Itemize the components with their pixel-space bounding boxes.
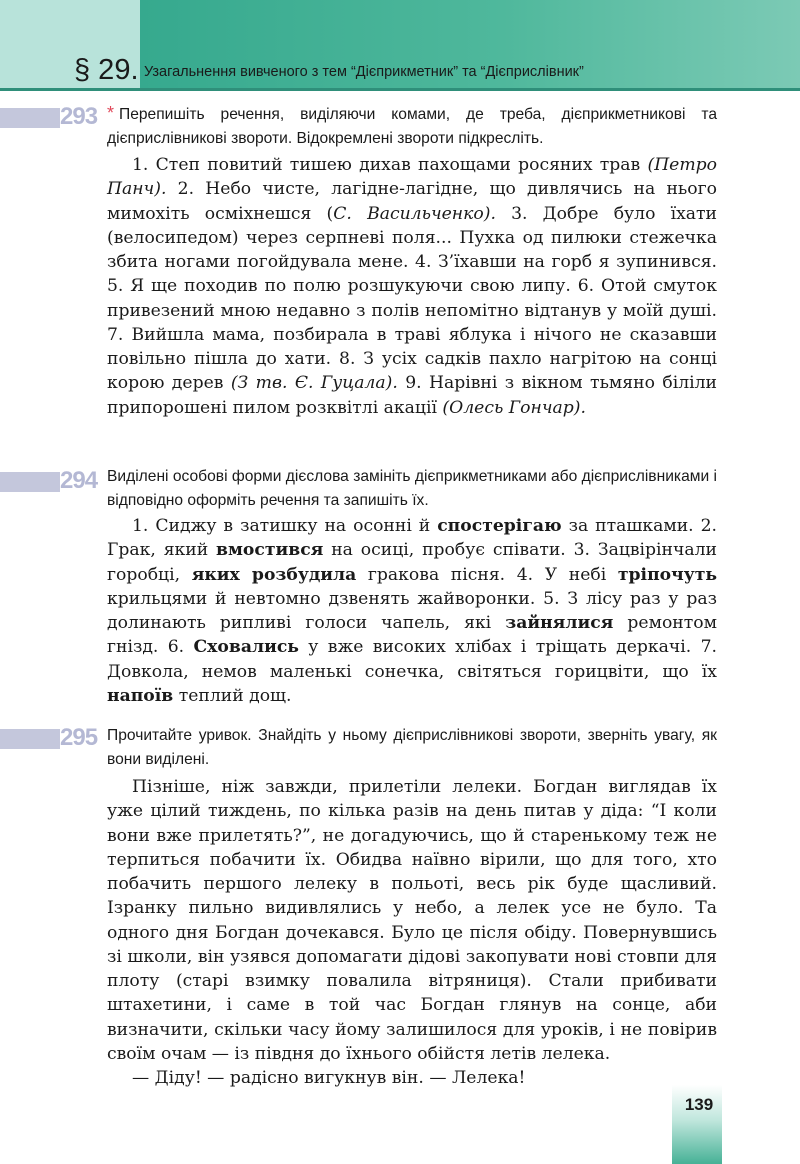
page-number: 139 [684,1095,714,1114]
exercise-marker-bar [0,729,60,749]
exercise-body [107,775,717,1090]
difficulty-star-icon: * [107,103,115,123]
exercise-paragraph: 1. Сиджу в затишку на осонні й спостерігаю за пташками. 2. Грак, який вмостився на осиці, пробує співати. 3. Зацвірінчали горобці, яких розбудила гракова пісня. 4. У небі тріпочуть крильцями й невтомно дзвенять жайворонки. 5. З лісу раз у раз долинають рипливі голоси чапель, які зайнялися ремонтом гнізд. 6. Сховались у вже високих хлібах і тріщать деркачі. 7. Довкола, немов маленькі сонечка, світяться горицвіти, що їх напоїв теплий дощ. [107,516,718,706]
task-text: Прочитайте уривок. Знайдіть у ньому дієприслівникові звороти, зверніть увагу, як вони виділені. [107,727,717,768]
author-citation: (Олесь Гончар). [442,397,586,418]
author-citation: С. Васильченко). [333,203,496,224]
highlighted-verb: вмостився [216,540,324,561]
task-text: Виділені особові форми дієслова замініть дієприкметниками або дієприслівниками і відповідно оформіть речення та запишіть їх. [107,468,717,509]
exercise-task [107,724,717,772]
highlighted-verb: Сховались [193,637,299,658]
exercise-paragraph: 1. Степ повитий тишею дихав пахощами росяних трав (Петро Панч). 2. Небо чисте, лагідне-лагідне, що дивлячись на нього мимохіть осміхнешся (С. Васильченко). 3. Добре було їхати (велосипедом) через серпневі поля... Пухка од пилюки стежечка збита ногами погойдувала мене. 4. З’їхавши на горб я зупинився. 5. Я ще походив по полю розшукуючи свою липу. 6. Отой смуток привезений мною недавно з полів непомітно відтанув у моїй душі. 7. Вийшла мама, позбирала в траві яблука і нічого не сказавши повільно пішла до хати. 8. З усіх садків пахло нагрітою на сонці корою дерев (З тв. Є. Гуцала). 9. Нарівні з вікном тьмяно біліли припорошені пилом розквітлі акації (Олесь Гончар). [107,155,718,418]
exercise-task [107,103,717,151]
highlighted-verb: спостерігаю [437,516,562,536]
highlighted-verb: напоїв [107,685,174,706]
exercise-task [107,465,717,513]
task-text: Перепишіть речення, виділяючи комами, де треба, дієприкметникові та дієприслівникові звороти. Відокремлені звороти підкресліть. [107,106,717,147]
exercise-marker-bar [0,108,60,128]
exercise-paragraph: — Діду! — радісно вигукнув він. — Лелека! [132,1068,526,1088]
exercise-paragraph: Пізніше, ніж завжди, прилетіли лелеки. Богдан виглядав їх уже цілий тиждень, по кілька разів на день питав у діда: “І коли вони вже прилетять?”, не догадуючись, що й старенькому теж не терпиться побачити їх. Обидва наївно вірили, що для того, хто побачить першого лелеку в польоті, весь рік буде щасливий. Ізранку пильно видивлялись у небо, а лелек усе не було. Та одного дня Богдан дочекався. Було це після обіду. Повернувшись зі школи, він узявся допомагати дідові закопувати нові стовпи для плоту (старі взимку повалила вітряниця). Стали прибивати штахетини, і саме в той час Богдан глянув на сонце, аби визначити, скільки часу йому залишилося для уроків, і не повірив своїм очам — із півдня до їхнього обійстя летів лелека. [107,777,717,1064]
author-citation: (Петро Панч). [107,155,717,200]
exercise-marker-bar [0,472,60,492]
highlighted-verb: зайнялися [505,613,614,633]
section-title: Узагальнення вивченого з тем “Дієприкметник” та “Дієприслівник” [144,64,584,80]
header-divider [0,88,800,91]
exercise-number: 293 [60,103,98,130]
author-citation: (З тв. Є. Гуцала). [230,373,398,394]
highlighted-verb: яких розбудила [191,564,357,585]
highlighted-verb: тріпочуть [617,564,718,585]
section-number: § 29. [74,54,139,86]
exercise-number: 295 [60,724,98,751]
exercise-number: 294 [60,467,98,494]
exercise-body [107,153,717,420]
exercise-body [107,514,717,708]
